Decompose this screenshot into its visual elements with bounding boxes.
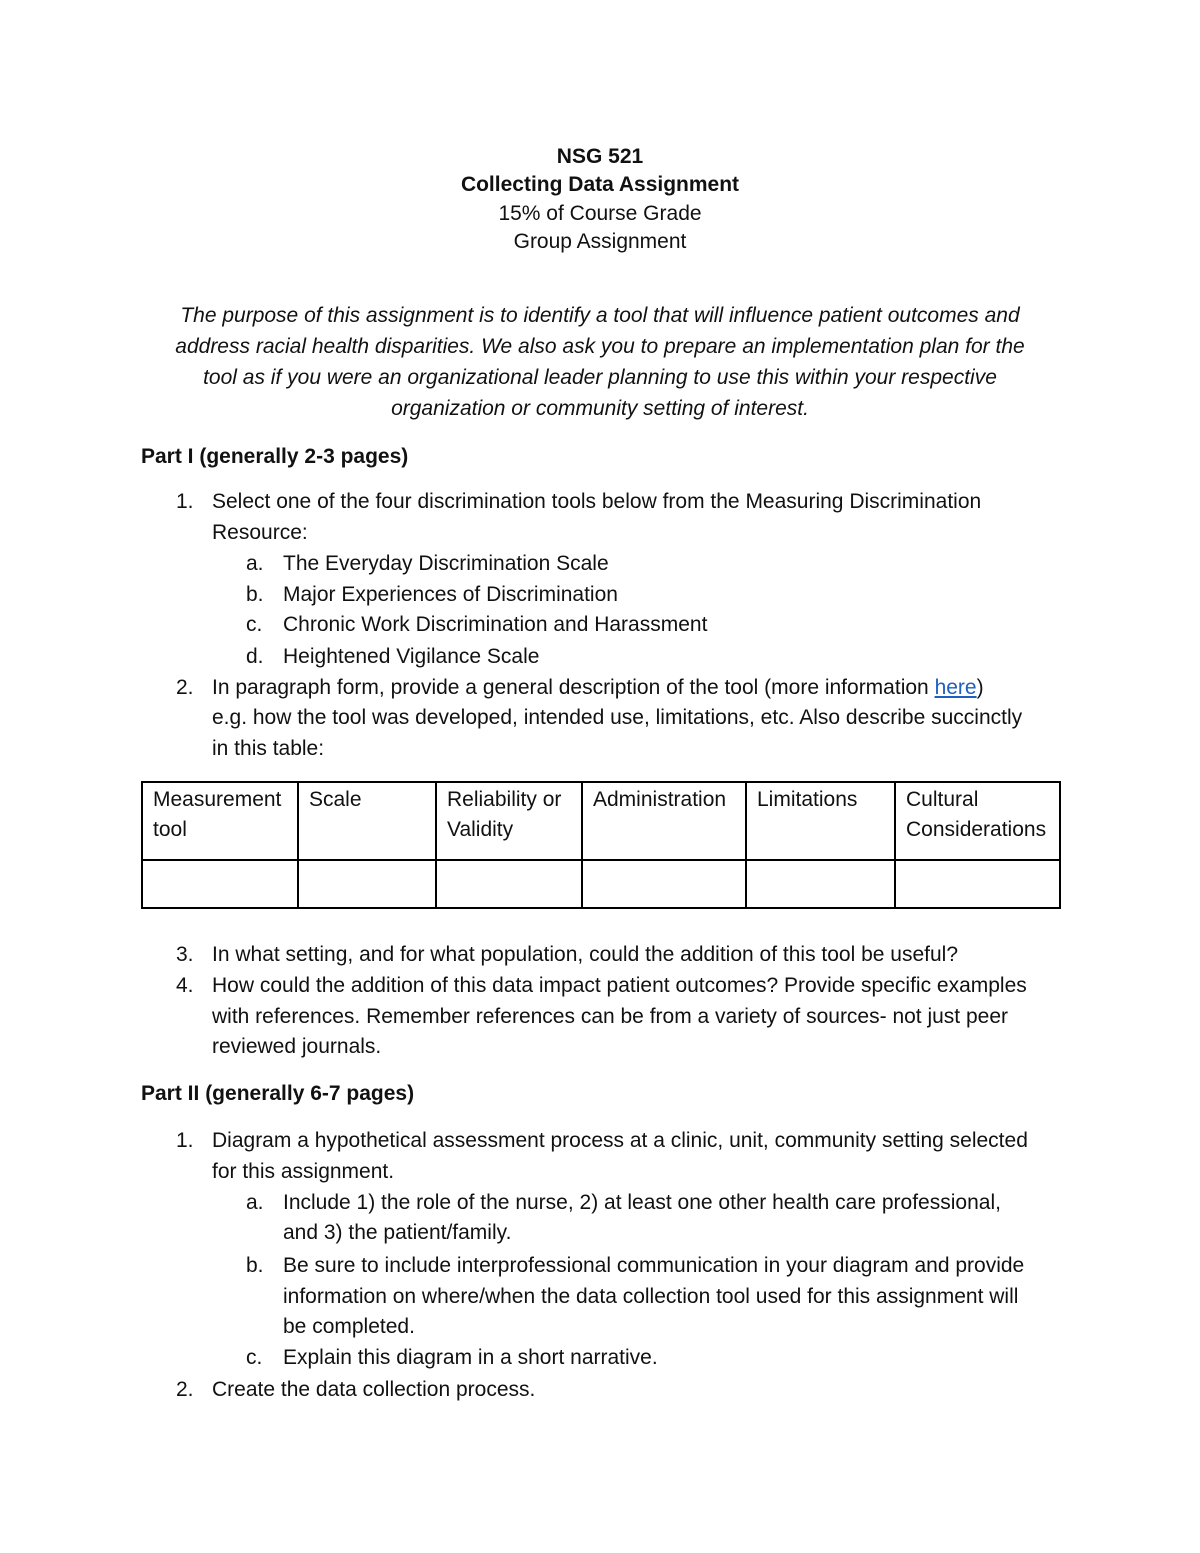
- list-item-text: Diagram a hypothetical assessment process at a clinic, unit, community setting selected: [212, 1129, 1028, 1152]
- sub-item-text: Heightened Vigilance Scale: [283, 645, 540, 668]
- list-item-text: e.g. how the tool was developed, intended use, limitations, etc. Also describe succinctly: [212, 706, 1023, 729]
- sub-item-text: The Everyday Discrimination Scale: [283, 552, 609, 575]
- list-number: 1.: [176, 1129, 194, 1152]
- header-line: tool: [153, 818, 187, 841]
- assignment-title: Collecting Data Assignment: [460, 173, 740, 196]
- sub-letter: a.: [246, 552, 264, 575]
- list-item-text: [212, 673, 984, 703]
- header-line: Cultural: [906, 788, 979, 811]
- list-item-text: How could the addition of this data impact patient outcomes? Provide specific examples: [212, 974, 1027, 997]
- part-1-heading: Part I (generally 2-3 pages): [141, 445, 409, 468]
- header-line: Scale: [309, 788, 362, 811]
- table-cell: [298, 860, 436, 908]
- course-code: NSG 521: [556, 145, 644, 168]
- header-line: Administration: [593, 788, 727, 811]
- table-header-cell: [298, 782, 436, 860]
- list-item-text-suffix: ): [976, 676, 984, 699]
- list-number: 2.: [176, 1378, 194, 1401]
- list-item-text: in this table:: [212, 737, 325, 760]
- purpose-line: address racial health disparities. We also ask you to prepare an implementation plan for the: [175, 335, 1025, 358]
- table-row: [142, 860, 1060, 908]
- list-item-text-prefix: In paragraph form, provide a general description of the tool (more information: [212, 676, 935, 699]
- list-item-text: Create the data collection process.: [212, 1378, 536, 1401]
- sub-item-text: Chronic Work Discrimination and Harassment: [283, 613, 708, 636]
- table-header-cell: [436, 782, 582, 860]
- more-info-link[interactable]: here: [934, 676, 977, 699]
- sub-letter: c.: [246, 1346, 263, 1369]
- table-cell: [582, 860, 746, 908]
- header-line: Reliability or: [447, 788, 562, 811]
- grade-weight: 15% of Course Grade: [498, 202, 702, 225]
- sub-item-text: Major Experiences of Discrimination: [283, 583, 618, 606]
- table-cell: [142, 860, 298, 908]
- sub-item-text: and 3) the patient/family.: [283, 1221, 512, 1244]
- header-line: Considerations: [906, 818, 1047, 841]
- list-number: 1.: [176, 490, 194, 513]
- list-item-text: reviewed journals.: [212, 1035, 382, 1058]
- table-cell: [895, 860, 1060, 908]
- sub-letter: b.: [246, 583, 264, 606]
- sub-letter: a.: [246, 1191, 264, 1214]
- sub-item-text: Include 1) the role of the nurse, 2) at least one other health care professional,: [283, 1191, 1001, 1214]
- tool-description-table: [141, 781, 1061, 909]
- purpose-line: tool as if you were an organizational leader planning to use this within your respective: [203, 366, 997, 389]
- sub-item-text: Be sure to include interprofessional communication in your diagram and provide: [283, 1254, 1025, 1277]
- list-item-text: In what setting, and for what population, could the addition of this tool be useful?: [212, 943, 959, 966]
- list-item-text: Select one of the four discrimination tools below from the Measuring Discrimination: [212, 490, 982, 513]
- table-cell: [436, 860, 582, 908]
- table-header-cell: [582, 782, 746, 860]
- list-number: 2.: [176, 676, 194, 699]
- sub-item-text: be completed.: [283, 1315, 415, 1338]
- table-header-cell: [142, 782, 298, 860]
- table-cell: [746, 860, 895, 908]
- list-item-text: for this assignment.: [212, 1160, 395, 1183]
- header-line: Limitations: [757, 788, 858, 811]
- list-number: 4.: [176, 974, 194, 997]
- list-number: 3.: [176, 943, 194, 966]
- list-item-text: Resource:: [212, 521, 308, 544]
- sub-item-text: information on where/when the data collection tool used for this assignment will: [283, 1285, 1019, 1308]
- header-line: Measurement: [153, 788, 282, 811]
- header-line: Validity: [447, 818, 514, 841]
- sub-letter: c.: [246, 613, 263, 636]
- purpose-line: The purpose of this assignment is to identify a tool that will influence patient outcomes and: [180, 304, 1020, 327]
- table-header-cell: [746, 782, 895, 860]
- table-header-cell: [895, 782, 1060, 860]
- part-2-heading: Part II (generally 6-7 pages): [141, 1082, 415, 1105]
- table-header-row: [142, 782, 1060, 860]
- assignment-type: Group Assignment: [513, 230, 687, 253]
- purpose-line: organization or community setting of interest.: [391, 397, 809, 420]
- sub-letter: d.: [246, 645, 264, 668]
- list-item-text: with references. Remember references can be from a variety of sources- not just peer: [212, 1005, 1009, 1028]
- sub-item-text: Explain this diagram in a short narrative.: [283, 1346, 658, 1369]
- sub-letter: b.: [246, 1254, 264, 1277]
